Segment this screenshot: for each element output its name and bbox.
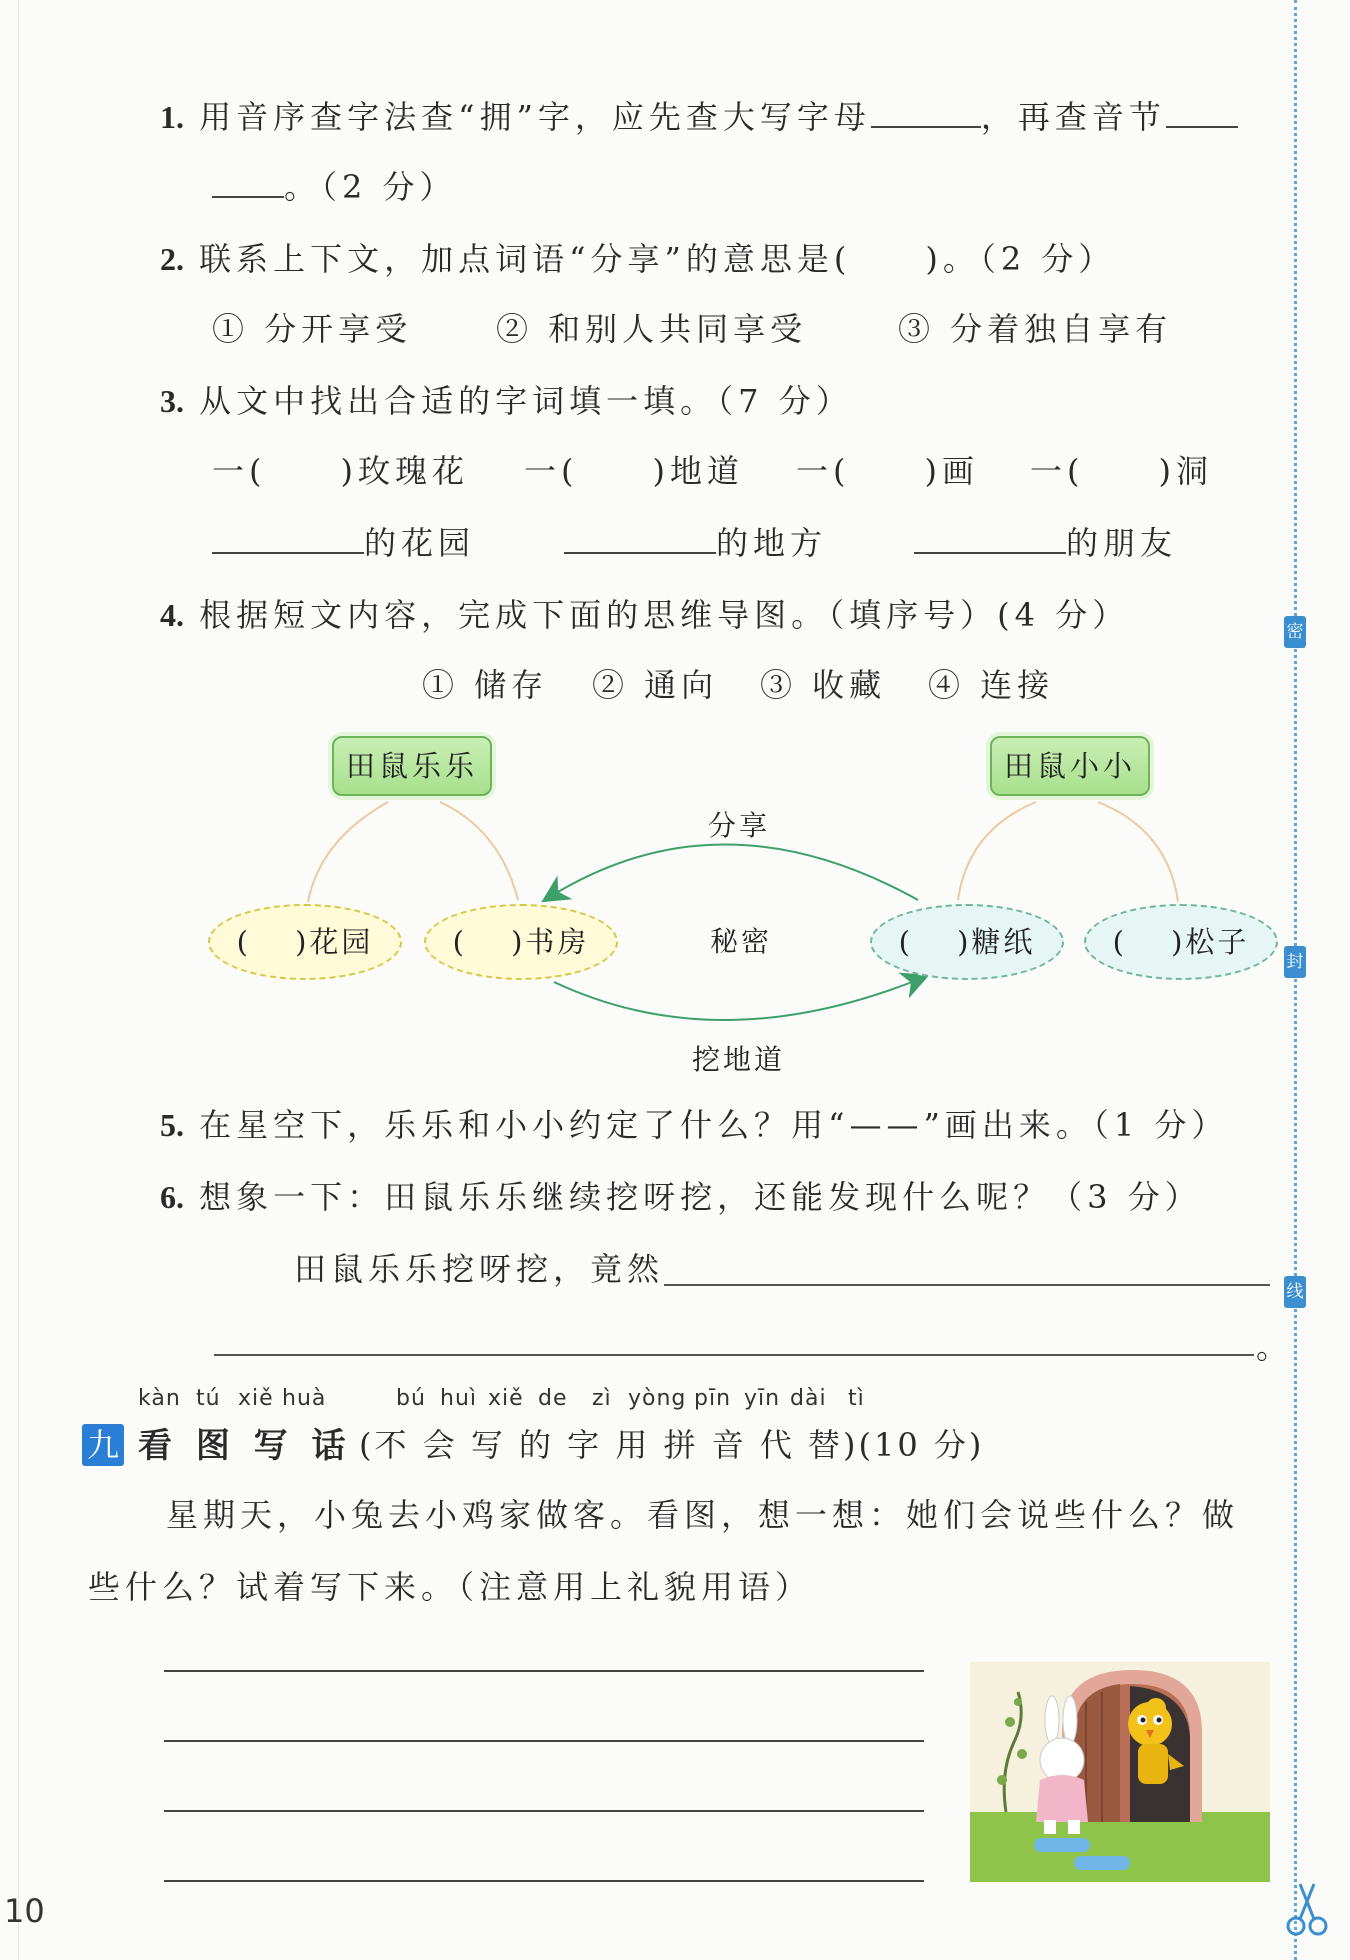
q3-fill-1: 的花园	[212, 518, 475, 564]
question-2: 2. 联系上下文，加点词语“分享”的意思是( )。（2 分）	[160, 240, 1116, 278]
pinyin-hui: huì	[440, 1386, 477, 1411]
pinyin-kan: kàn	[138, 1386, 181, 1411]
writing-line-3[interactable]	[164, 1810, 924, 1812]
label-dig-tunnel: 挖地道	[692, 1043, 786, 1076]
arrow-share	[548, 844, 918, 900]
pinyin-yong: yòng	[628, 1386, 687, 1411]
section-9-title: 看 图 写 话	[138, 1426, 352, 1466]
node-pine-nuts[interactable]: ( )松子	[1084, 904, 1278, 980]
writing-line-4[interactable]	[164, 1880, 924, 1882]
q2-option-3: ③ 分着独自享有	[898, 310, 1173, 348]
pinyin-zi: zì	[592, 1386, 612, 1411]
node-candy-paper[interactable]: ( )糖纸	[870, 904, 1064, 980]
question-6: 6. 想象一下：田鼠乐乐继续挖呀挖，还能发现什么呢？（3 分）	[160, 1178, 1202, 1216]
q3-item-3: 一( )画	[796, 452, 979, 490]
pinyin-tu: tú	[196, 1386, 221, 1411]
page-number: 10	[4, 1892, 45, 1930]
pinyin-yin: yīn	[744, 1386, 781, 1411]
section-9-badge: 九	[82, 1424, 124, 1466]
pinyin-bu: bú	[396, 1386, 426, 1411]
q2-option-1: ① 分开享受	[212, 310, 413, 348]
section-9-title-rest: 。(不 会 写 的 字 用 拼 音 代 替)(10 分)	[324, 1426, 985, 1464]
section-9-instruction-2: 些什么？试着写下来。（注意用上礼貌用语）	[88, 1568, 813, 1606]
arrow-dig	[554, 978, 922, 1020]
q2-option-2: ② 和别人共同享受	[496, 310, 808, 348]
pinyin-xie-2: xiě	[488, 1386, 524, 1411]
node-garden[interactable]: ( )花园	[208, 904, 402, 980]
question-1-cont: 。（2 分）	[212, 162, 457, 208]
writing-line-2[interactable]	[164, 1740, 924, 1742]
q6-answer-line-1[interactable]	[664, 1284, 1270, 1286]
q6-prompt: 田鼠乐乐挖呀挖，竟然	[294, 1250, 665, 1288]
q4-option-2: ② 通向	[592, 666, 719, 704]
branch-right-1	[958, 802, 1036, 900]
pinyin-pin: pīn	[694, 1386, 732, 1411]
q3-fill-2: 的地方	[564, 518, 827, 564]
question-4: 4. 根据短文内容，完成下面的思维导图。（填序号）(4 分）	[160, 596, 1130, 634]
side-tag-xian: 线	[1284, 1276, 1306, 1308]
branch-right-2	[1098, 802, 1178, 902]
label-secret: 秘密	[710, 925, 773, 958]
side-tag-feng: 封	[1284, 946, 1306, 978]
pinyin-de: de	[538, 1386, 568, 1411]
q4-option-1: ① 储存	[422, 666, 549, 704]
pinyin-xie: xiě	[238, 1386, 274, 1411]
branch-left-1	[308, 802, 388, 902]
q4-option-3: ③ 收藏	[760, 666, 887, 704]
scissors-icon	[1284, 1880, 1332, 1940]
section-9-instruction-1: 星期天，小兔去小鸡家做客。看图，想一想：她们会说些什么？做	[166, 1496, 1240, 1534]
pinyin-dai: dài	[790, 1386, 827, 1411]
label-share: 分享	[708, 809, 771, 842]
pinyin-ti: tì	[848, 1386, 865, 1411]
node-tianshu-lele: 田鼠乐乐	[332, 736, 492, 796]
question-3: 3. 从文中找出合适的字词填一填。（7 分）	[160, 382, 853, 420]
node-study[interactable]: ( )书房	[424, 904, 618, 980]
question-5: 5. 在星空下，乐乐和小小约定了什么？用“——”画出来。（1 分）	[160, 1106, 1229, 1144]
question-1: 1. 用音序查字法查“拥”字，应先查大写字母 ，再查音节	[160, 92, 1238, 138]
q3-item-4: 一( )洞	[1030, 452, 1213, 490]
q6-answer-line-2[interactable]	[214, 1354, 1254, 1356]
q4-option-4: ④ 连接	[928, 666, 1055, 704]
q3-item-2: 一( )地道	[524, 452, 744, 490]
branch-left-2	[440, 802, 518, 900]
node-tianshu-xiaoxiao: 田鼠小小	[990, 736, 1150, 796]
side-tag-mi: 密	[1284, 616, 1306, 648]
q3-item-1: 一( )玫瑰花	[212, 452, 469, 490]
q3-fill-3: 的朋友	[914, 518, 1177, 564]
q6-end-mark: 。	[1256, 1328, 1294, 1366]
writing-line-1[interactable]	[164, 1670, 924, 1672]
pinyin-hua: huà	[282, 1386, 327, 1411]
illustration-rabbit-chick	[970, 1662, 1270, 1882]
